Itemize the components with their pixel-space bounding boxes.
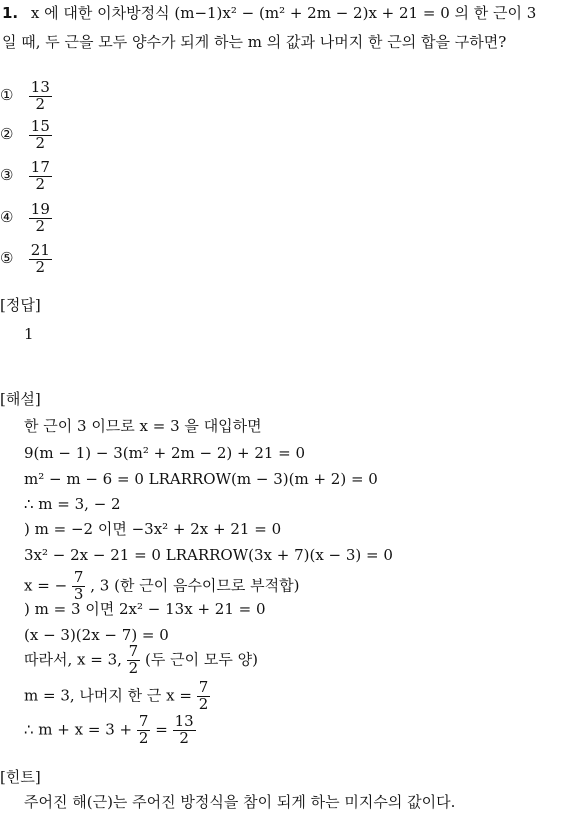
solution-line-6: 3x² − 2x − 21 = 0 LRARROW(3x + 7)(x − 3) = 0 [24, 546, 393, 564]
solution-line-5: ) m = −2 이면 −3x² + 2x + 21 = 0 [24, 520, 282, 538]
choice-5-denominator: 2 [35, 257, 46, 276]
choice-3-fraction [29, 160, 52, 193]
choice-4-numerator: 19 [30, 200, 50, 218]
solution-label: [해설] [0, 390, 41, 408]
choice-1-numerator: 13 [30, 78, 50, 96]
hint-text: 주어진 해(근)는 주어진 방정식을 참이 되게 하는 미지수의 값이다. [24, 793, 456, 811]
solution-line-11-denominator: 2 [198, 694, 209, 713]
solution-line-4: ∴ m = 3, − 2 [24, 495, 121, 513]
solution-line-8: ) m = 3 이면 2x² − 13x + 21 = 0 [24, 600, 266, 618]
solution-line-10-end: (두 근이 모두 양) [145, 650, 258, 669]
solution-line-11-numerator: 7 [198, 678, 209, 696]
solution-line-7-start: x = − [24, 576, 68, 595]
choice-2[interactable] [0, 119, 52, 152]
choice-2-denominator: 2 [35, 133, 46, 152]
solution-line-7 [24, 570, 300, 603]
choice-2-marker: ② [0, 125, 14, 144]
solution-line-2: 9(m − 1) − 3(m² + 2m − 2) + 21 = 0 [24, 444, 306, 462]
solution-line-12-fraction-1 [137, 714, 151, 747]
solution-line-1: 한 근이 3 이므로 x = 3 을 대입하면 [24, 417, 262, 435]
answer-value: 1 [24, 325, 34, 343]
choice-5-numerator: 21 [30, 241, 50, 259]
choice-3[interactable] [0, 160, 52, 193]
solution-line-12-equals: = [155, 720, 168, 739]
solution-line-3: m² − m − 6 = 0 LRARROW(m − 3)(m + 2) = 0 [24, 470, 378, 488]
choice-1-marker: ① [0, 86, 14, 105]
solution-line-12-denominator-2: 2 [179, 728, 189, 747]
solution-line-12-numerator-2: 13 [174, 712, 194, 730]
choice-5-fraction [29, 243, 52, 276]
choice-1-denominator: 2 [35, 94, 46, 113]
solution-line-9: (x − 3)(2x − 7) = 0 [24, 626, 169, 644]
question-line-1 [2, 6, 536, 21]
solution-line-7-denominator: 3 [73, 584, 84, 603]
choice-1[interactable] [0, 80, 52, 113]
question-number: 1. [2, 4, 19, 22]
choice-4-fraction [29, 202, 52, 235]
choice-2-fraction [29, 119, 52, 152]
choice-3-numerator: 17 [30, 158, 50, 176]
solution-line-10-numerator: 7 [128, 642, 139, 660]
solution-line-7-numerator: 7 [73, 568, 84, 586]
choice-5-marker: ⑤ [0, 249, 14, 268]
choice-3-marker: ③ [0, 166, 14, 185]
choice-3-denominator: 2 [35, 174, 46, 193]
choice-4-marker: ④ [0, 208, 14, 227]
solution-line-12-fraction-2 [173, 714, 196, 747]
question-text-1: x 에 대한 이차방정식 (m−1)x² − (m² + 2m − 2)x + 21 = 0 의 한 근이 3 [30, 4, 537, 22]
solution-line-10-start: 따라서, x = 3, [24, 650, 122, 669]
solution-line-11-fraction [197, 680, 211, 713]
choice-2-numerator: 15 [30, 117, 50, 135]
solution-line-10-denominator: 2 [128, 658, 139, 677]
solution-line-11 [24, 680, 210, 713]
solution-line-11-start: m = 3, 나머지 한 근 x = [24, 686, 192, 705]
solution-line-7-end: , 3 (한 근이 음수이므로 부적합) [90, 576, 300, 595]
solution-line-7-fraction [72, 570, 86, 603]
solution-line-12-denominator-1: 2 [138, 728, 149, 747]
answer-label: [정답] [0, 296, 41, 314]
choice-5[interactable] [0, 243, 52, 276]
solution-line-10-fraction [127, 644, 141, 677]
question-text-2: 일 때, 두 근을 모두 양수가 되게 하는 m 의 값과 나머지 한 근의 합을 구하면? [2, 33, 507, 51]
solution-line-12-numerator-1: 7 [138, 712, 149, 730]
choice-4-denominator: 2 [35, 216, 46, 235]
hint-label: [힌트] [0, 768, 41, 786]
choice-4[interactable] [0, 202, 52, 235]
solution-line-12 [24, 714, 196, 747]
solution-line-10 [24, 644, 258, 677]
solution-line-12-start: ∴ m + x = 3 + [24, 720, 133, 739]
choice-1-fraction [29, 80, 52, 113]
